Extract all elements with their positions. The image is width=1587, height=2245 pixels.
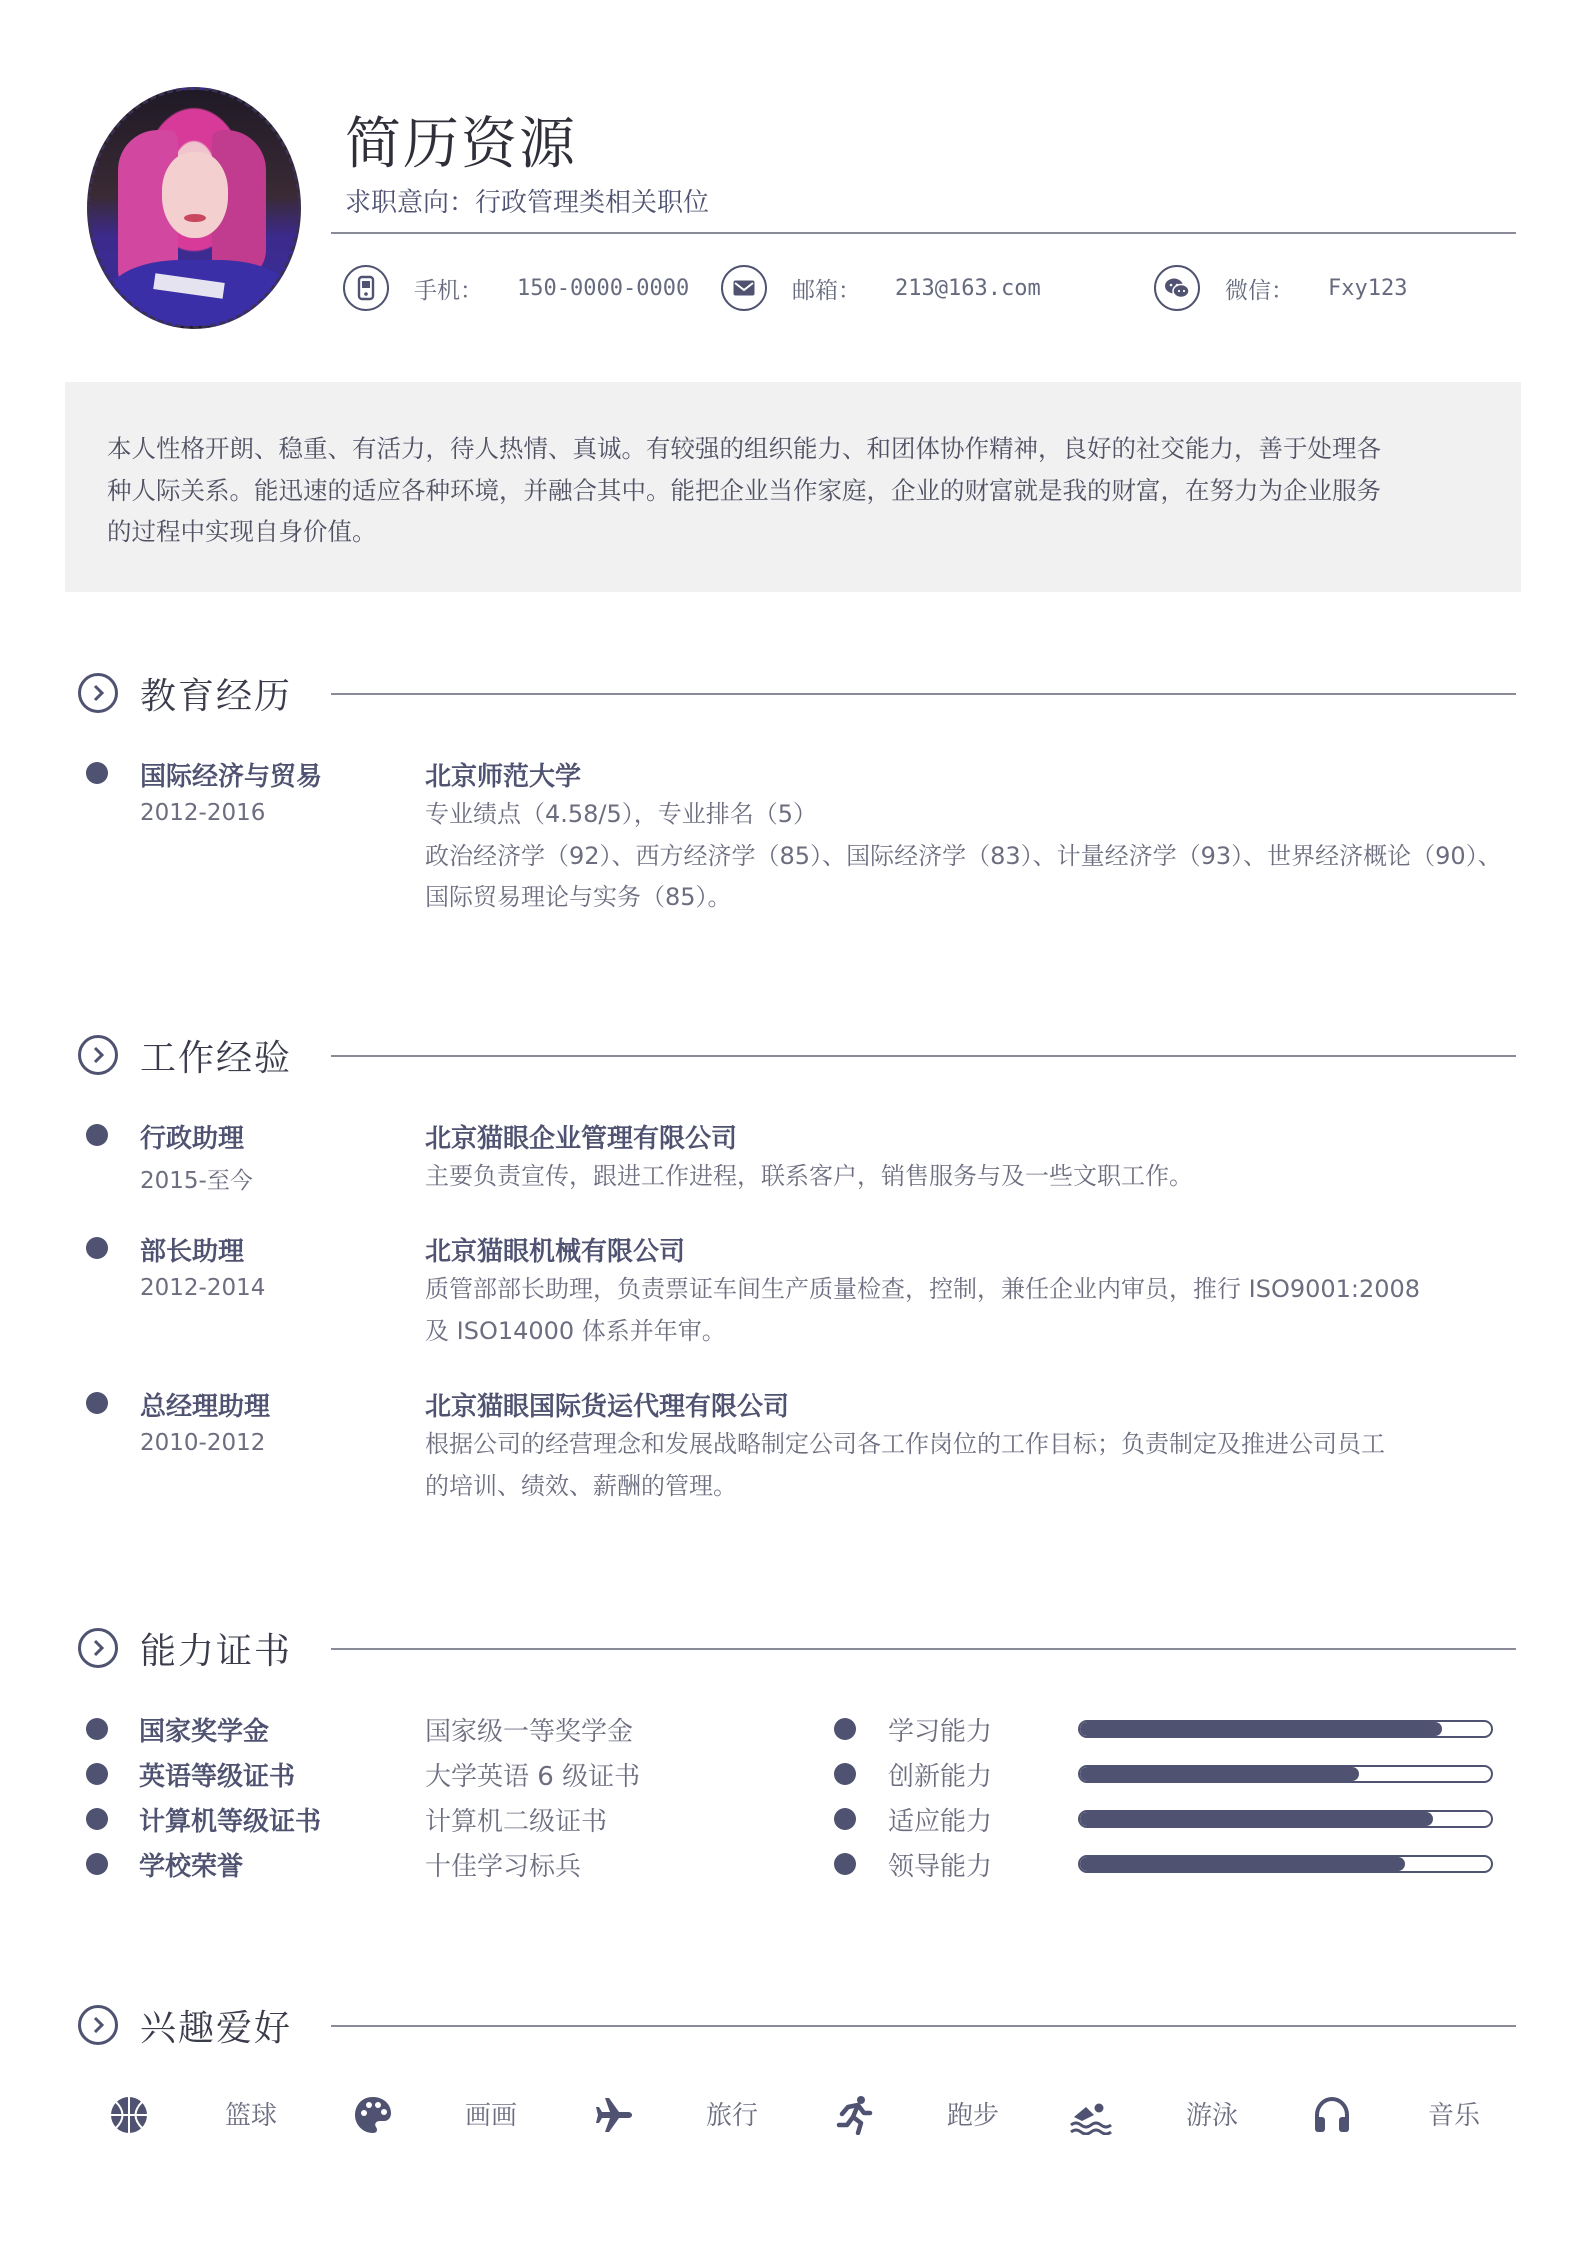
resume-name: 简历资源 xyxy=(345,112,577,177)
skill-label: 领导能力 xyxy=(888,1852,993,1882)
skill-bar-fill xyxy=(1080,1722,1442,1736)
hobby-label: 画画 xyxy=(465,2101,518,2131)
bullet-dot xyxy=(834,1718,856,1740)
work-company: 北京猫眼机械有限公司 xyxy=(425,1237,686,1267)
header-divider xyxy=(331,232,1516,234)
bullet-dot xyxy=(86,1763,108,1785)
work-description xyxy=(425,1269,1525,1352)
section-divider xyxy=(331,693,1516,695)
education-school: 北京师范大学 xyxy=(425,762,582,792)
section-title: 能力证书 xyxy=(140,1630,293,1672)
summary-line: 的过程中实现自身价值。 xyxy=(107,517,377,546)
hobby-label: 跑步 xyxy=(947,2101,1000,2131)
phone-value: 150-0000-0000 xyxy=(517,275,690,301)
education-major: 国际经济与贸易 xyxy=(140,762,323,792)
skill-bar-fill xyxy=(1080,1812,1433,1826)
detail-line: 及 ISO14000 体系并年审。 xyxy=(425,1316,726,1345)
hobby-label: 音乐 xyxy=(1428,2101,1481,2131)
detail-line: 政治经济学（92）、西方经济学（85）、国际经济学（83）、计量经济学（93）、世界经济概论（90）、 xyxy=(425,841,1502,870)
certificate-name: 计算机等级证书 xyxy=(139,1807,322,1837)
bullet-dot xyxy=(86,1237,108,1259)
skill-bar-fill xyxy=(1080,1857,1405,1871)
contact-label: 邮箱： xyxy=(792,277,861,304)
work-description xyxy=(425,1156,1525,1198)
certificate-value: 计算机二级证书 xyxy=(425,1807,608,1837)
education-details xyxy=(425,794,1525,919)
hobby-label: 旅行 xyxy=(706,2101,759,2131)
skill-label: 学习能力 xyxy=(888,1717,993,1747)
bullet-dot xyxy=(86,1853,108,1875)
summary-line: 本人性格开朗、稳重、有活力，待人热情、真诚。有较强的组织能力、和团体协作精神，良好的社交能力，善于处理各 xyxy=(107,434,1381,463)
bullet-dot xyxy=(834,1808,856,1830)
certificate-name: 国家奖学金 xyxy=(139,1717,270,1747)
section-title: 工作经验 xyxy=(140,1037,293,1079)
phone-icon xyxy=(343,265,389,311)
chevron-right-icon xyxy=(78,2005,118,2045)
skill-label: 创新能力 xyxy=(888,1762,993,1792)
work-company: 北京猫眼国际货运代理有限公司 xyxy=(425,1392,790,1422)
certificate-name: 学校荣誉 xyxy=(139,1852,244,1882)
bullet-dot xyxy=(834,1763,856,1785)
section-title: 教育经历 xyxy=(140,675,293,717)
detail-line: 的培训、绩效、薪酬的管理。 xyxy=(425,1471,737,1500)
hobbies-header xyxy=(78,2000,292,2050)
education-date: 2012-2016 xyxy=(140,800,266,826)
work-company: 北京猫眼企业管理有限公司 xyxy=(425,1124,738,1154)
job-intent: 求职意向：行政管理类相关职位 xyxy=(345,188,710,218)
swimming-icon xyxy=(1068,2093,1112,2137)
contact-phone xyxy=(343,264,689,312)
bullet-dot xyxy=(86,1392,108,1414)
mail-icon xyxy=(721,265,767,311)
email-value: 213@163.com xyxy=(895,275,1041,301)
contact-email xyxy=(721,264,1041,312)
work-position: 行政助理 xyxy=(140,1124,245,1154)
section-divider xyxy=(331,2025,1516,2027)
skill-bar-fill xyxy=(1080,1767,1359,1781)
detail-line: 国际贸易理论与实务（85）。 xyxy=(425,883,732,911)
skill-label: 适应能力 xyxy=(888,1807,993,1837)
basketball-icon xyxy=(107,2093,151,2137)
self-summary xyxy=(65,382,1521,592)
summary-line: 种人际关系。能迅速的适应各种环境，并融合其中。能把企业当作家庭，企业的财富就是我的财富，在努力为企业服务 xyxy=(107,475,1381,505)
wechat-icon xyxy=(1154,265,1200,311)
detail-line: 主要负责宣传，跟进工作进程，联系客户，销售服务与及一些文职工作。 xyxy=(425,1162,1193,1190)
hobby-label: 篮球 xyxy=(225,2101,278,2131)
chevron-right-icon xyxy=(78,673,118,713)
certificate-value: 大学英语 6 级证书 xyxy=(425,1762,641,1792)
work-position: 部长助理 xyxy=(140,1237,245,1267)
bullet-dot xyxy=(834,1853,856,1875)
contact-label: 微信： xyxy=(1225,277,1294,304)
headphones-icon xyxy=(1310,2093,1354,2137)
chevron-right-icon xyxy=(78,1035,118,1075)
detail-line: 质管部部长助理，负责票证车间生产质量检查，控制，兼任企业内审员，推行 ISO9001:2008 xyxy=(425,1275,1421,1303)
education-header xyxy=(78,668,292,718)
certificate-value: 国家级一等奖学金 xyxy=(425,1717,634,1747)
certificate-value: 十佳学习标兵 xyxy=(425,1852,582,1882)
profile-photo xyxy=(87,87,301,329)
section-divider xyxy=(331,1055,1516,1057)
work-date: 2010-2012 xyxy=(140,1430,266,1456)
bullet-dot xyxy=(86,1718,108,1740)
certificates-header xyxy=(78,1623,292,1673)
airplane-icon xyxy=(592,2093,636,2137)
skill-bar xyxy=(1078,1720,1493,1738)
section-title: 兴趣爱好 xyxy=(140,2007,293,2049)
palette-icon xyxy=(351,2093,395,2137)
hobby-label: 游泳 xyxy=(1186,2101,1239,2131)
work-header xyxy=(78,1030,292,1080)
contact-label: 手机： xyxy=(414,277,483,304)
work-date: 2012-2014 xyxy=(140,1275,266,1301)
skill-bar xyxy=(1078,1810,1493,1828)
wechat-value: Fxy123 xyxy=(1328,275,1408,301)
work-description xyxy=(425,1424,1525,1507)
bullet-dot xyxy=(86,1808,108,1830)
running-icon xyxy=(832,2093,876,2137)
section-divider xyxy=(331,1648,1516,1650)
bullet-dot xyxy=(86,1124,108,1146)
certificate-name: 英语等级证书 xyxy=(139,1762,296,1792)
bullet-dot xyxy=(86,762,108,784)
chevron-right-icon xyxy=(78,1628,118,1668)
contact-wechat xyxy=(1154,264,1407,312)
detail-line: 专业绩点（4.58/5），专业排名（5） xyxy=(425,800,818,828)
work-date: 2015-至今 xyxy=(140,1168,253,1194)
skill-bar xyxy=(1078,1855,1493,1873)
work-position: 总经理助理 xyxy=(140,1392,271,1422)
skill-bar xyxy=(1078,1765,1493,1783)
detail-line: 根据公司的经营理念和发展战略制定公司各工作岗位的工作目标；负责制定及推进公司员工 xyxy=(425,1430,1385,1458)
